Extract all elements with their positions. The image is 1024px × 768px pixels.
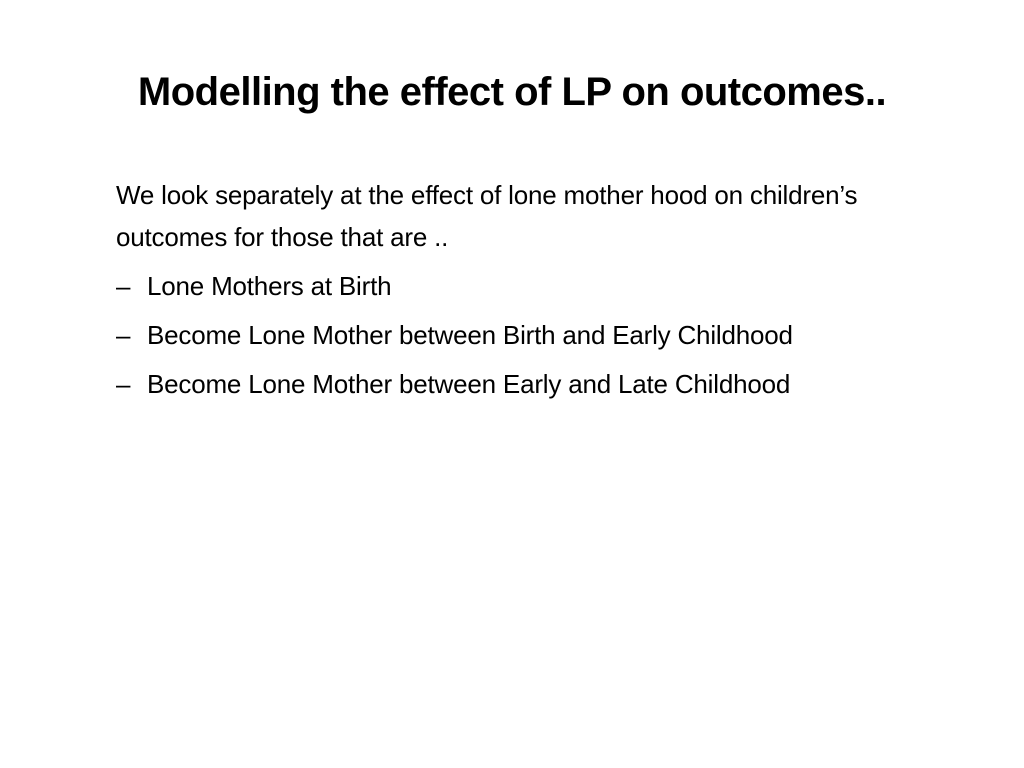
slide-title: Modelling the effect of LP on outcomes.. bbox=[137, 70, 887, 114]
list-item bbox=[116, 314, 956, 356]
list-item bbox=[116, 363, 956, 405]
dash-bullet-icon: – bbox=[116, 369, 131, 399]
bullet-list bbox=[116, 265, 956, 405]
intro-paragraph: We look separately at the effect of lone mother hood on children’s outcomes for those that are .. bbox=[116, 180, 858, 252]
bullet-text: Become Lone Mother between Early and Late Childhood bbox=[147, 369, 791, 399]
list-item bbox=[116, 265, 956, 307]
bullet-text: Lone Mothers at Birth bbox=[147, 271, 392, 301]
bullet-text: Become Lone Mother between Birth and Early Childhood bbox=[147, 320, 793, 350]
dash-bullet-icon: – bbox=[116, 320, 131, 350]
dash-bullet-icon: – bbox=[116, 271, 131, 301]
slide-body bbox=[116, 174, 956, 412]
